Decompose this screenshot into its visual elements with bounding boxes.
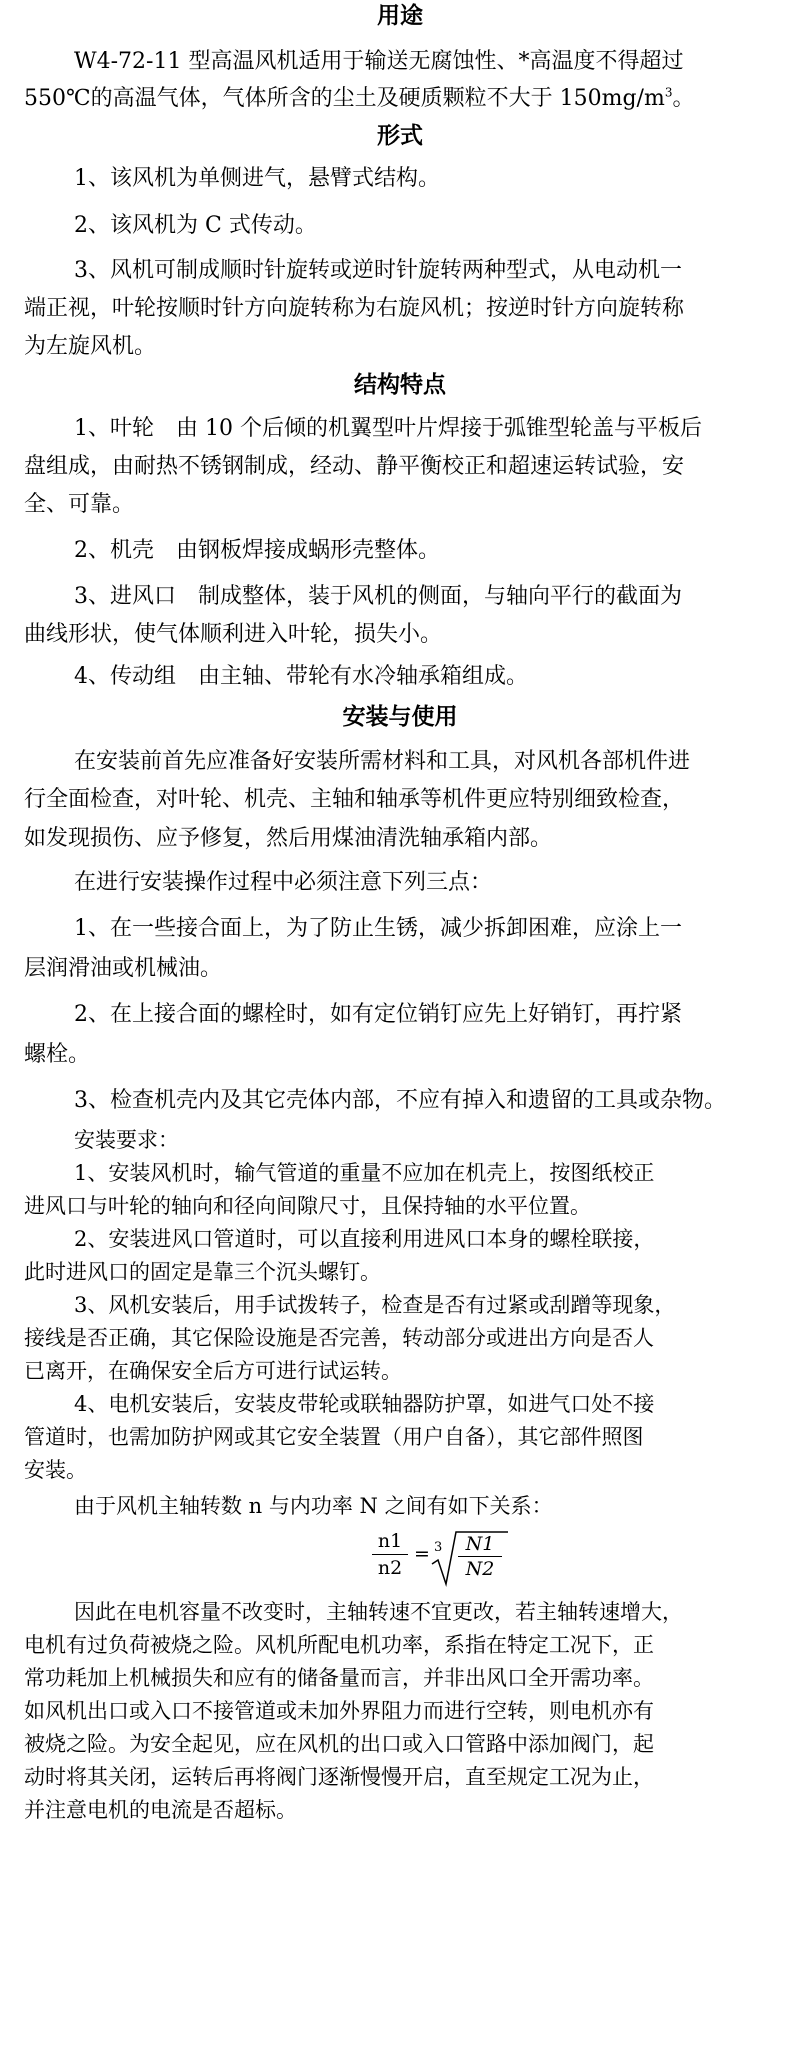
structure-line-6: 曲线形状，使气体顺利进入叶轮，损失小。: [24, 622, 443, 647]
structure-line-4: 2、机壳 由钢板焊接成蜗形壳整体。: [74, 538, 440, 563]
install-line-3: 如发现损伤、应予修复，然后用煤油清洗轴承箱内部。: [24, 826, 553, 851]
install-line-12: 进风口与叶轮的轴向和径向间隙尺寸，且保持轴的水平位置。: [24, 1194, 591, 1218]
install-line-10: 安装要求：: [74, 1128, 179, 1152]
power-ratio: [458, 1532, 502, 1581]
install-line-26: 被烧之险。为安全起见，应在风机的出口或入口管路中添加阀门，起: [24, 1732, 654, 1756]
equals-sign: =: [414, 1543, 430, 1565]
structure-line-5: 3、进风口 制成整体，装于风机的侧面，与轴向平行的截面为: [74, 584, 682, 609]
install-line-15: 3、风机安装后，用手试拨转子，检查是否有过紧或刮蹭等现象，: [74, 1293, 676, 1317]
form-line-4: 端正视，叶轮按顺时针方向旋转称为右旋风机；按逆时针方向旋转称: [24, 296, 685, 321]
install-line-23: 电机有过负荷被烧之险。风机所配电机功率，系指在特定工况下，正: [24, 1633, 654, 1657]
install-line-22: 因此在电机容量不改变时，主轴转速不宜更改，若主轴转速增大，: [74, 1600, 683, 1624]
install-line-25: 如风机出口或入口不接管道或未加外界阻力而进行空转，则电机亦有: [24, 1699, 654, 1723]
install-line-2: 行全面检查，对叶轮、机壳、主轴和轴承等机件更应特别细致检查，: [24, 787, 685, 812]
heading-structure: 结构特点: [354, 372, 446, 398]
power-n2: N2: [465, 1558, 495, 1580]
form-line-2: 2、该风机为 C 式传动。: [74, 213, 317, 238]
install-line-7: 2、在上接合面的螺栓时，如有定位销钉应先上好销钉，再拧紧: [74, 1002, 682, 1027]
unit-superscript: 3: [664, 85, 673, 100]
power-n1: N1: [465, 1533, 495, 1555]
install-line-19: 管道时，也需加防护网或其它安全装置（用户自备），其它部件照图: [24, 1425, 644, 1449]
speed-n1: n1: [377, 1530, 403, 1552]
power-speed-formula: [370, 1528, 530, 1588]
speed-n2: n2: [377, 1557, 403, 1579]
structure-line-2: 盘组成，由耐热不锈钢制成，经动、静平衡校正和超速运转试验，安: [24, 454, 685, 479]
install-line-18: 4、电机安装后，安装皮带轮或联轴器防护罩，如进气口处不接: [74, 1392, 655, 1416]
form-line-5: 为左旋风机。: [24, 334, 157, 359]
form-line-3: 3、风机可制成顺时针旋转或逆时针旋转两种型式，从电动机一: [74, 258, 682, 283]
install-line-17: 已离开，在确保安全后方可进行试运转。: [24, 1359, 402, 1383]
install-line-8: 螺栓。: [24, 1042, 91, 1067]
install-line-27: 动时将其关闭，运转后再将阀门逐渐慢慢开启，直至规定工况为止，: [24, 1765, 654, 1789]
root-index: 3: [434, 1540, 443, 1555]
install-line-24: 常功耗加上机械损失和应有的储备量而言，并非出风口全开需功率。: [24, 1666, 654, 1690]
usage-line-1: W4-72-11 型高温风机适用于输送无腐蚀性、*高温度不得超过: [74, 49, 684, 74]
install-line-20: 安装。: [24, 1458, 87, 1482]
install-line-28: 并注意电机的电流是否超标。: [24, 1798, 297, 1822]
install-line-4: 在进行安装操作过程中必须注意下列三点：: [74, 870, 493, 895]
install-line-13: 2、安装进风口管道时，可以直接利用进风口本身的螺栓联接，: [74, 1227, 655, 1251]
install-line-16: 接线是否正确，其它保险设施是否完善，转动部分或进出方向是否人: [24, 1326, 654, 1350]
structure-line-1: 1、叶轮 由 10 个后倾的机翼型叶片焊接于弧锥型轮盖与平板后: [74, 416, 702, 441]
install-line-1: 在安装前首先应准备好安装所需材料和工具，对风机各部机件进: [74, 749, 691, 774]
structure-line-7: 4、传动组 由主轴、带轮有水冷轴承箱组成。: [74, 664, 528, 689]
install-line-21: 由于风机主轴转数 n 与内功率 N 之间有如下关系：: [74, 1494, 553, 1518]
install-line-6: 层润滑油或机械油。: [24, 956, 223, 981]
install-line-5: 1、在一些接合面上，为了防止生锈，减少拆卸困难，应涂上一: [74, 916, 682, 941]
install-line-11: 1、安装风机时，输气管道的重量不应加在机壳上，按图纸校正: [74, 1161, 655, 1185]
heading-form: 形式: [377, 123, 423, 149]
speed-ratio: [370, 1528, 410, 1581]
form-line-1: 1、该风机为单侧进气，悬臂式结构。: [74, 166, 440, 191]
usage-line-2: 550℃的高温气体，气体所含的尘土及硬质颗粒不大于 $150mg/m^3$。: [24, 85, 695, 111]
heading-usage: 用途: [377, 3, 423, 29]
structure-line-3: 全、可靠。: [24, 492, 135, 517]
install-line-14: 此时进风口的固定是靠三个沉头螺钉。: [24, 1260, 381, 1284]
heading-install: 安装与使用: [342, 704, 458, 730]
install-line-9: 3、检查机壳内及其它壳体内部，不应有掉入和遗留的工具或杂物。: [74, 1088, 726, 1113]
